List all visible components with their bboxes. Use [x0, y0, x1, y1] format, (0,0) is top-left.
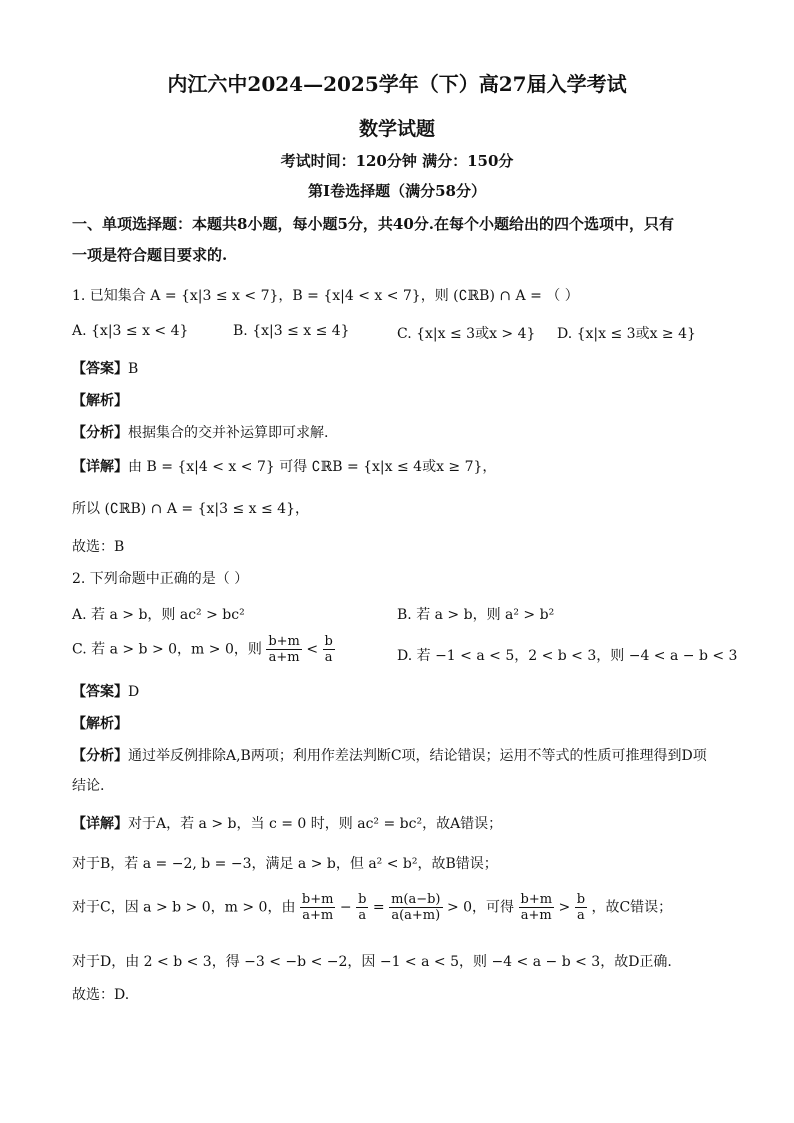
equals-sign: = — [372, 899, 385, 916]
question-1-option-d: D. {x|x ≤ 3或x ≥ 4} — [557, 326, 696, 342]
question-2-option-b: B. 若 a > b，则 a² > b² — [397, 607, 555, 623]
greater-than: > — [558, 899, 571, 916]
minus-sign: − — [339, 899, 352, 916]
option-c-prefix: C. 若 a > b > 0，m > 0，则 — [72, 641, 262, 658]
detail-tag: 【详解】 — [72, 459, 128, 475]
question-1-answer — [72, 358, 138, 378]
question-2-detail-c — [72, 892, 672, 923]
question-1-fenxi — [72, 422, 328, 442]
denominator: a(a+m) — [391, 908, 441, 923]
section-instructions-line2: 一项是符合题目要求的. — [72, 246, 228, 264]
numerator: m(a−b) — [391, 892, 441, 907]
fraction — [356, 892, 368, 923]
numerator: b+m — [301, 892, 334, 907]
detail-text: 由 B = {x|4 < x < 7} 可得 ∁ℝB = {x|x ≤ 4或x ≥ 7}， — [128, 459, 497, 475]
question-1-option-c: C. {x|x ≤ 3或x > 4} — [397, 326, 536, 342]
question-2-detail-d: 对于D，由 2 < b < 3，得 −3 < −b < −2，因 −1 < a < 5，则 −4 < a − b < 3，故D正确. — [72, 954, 672, 970]
exam-info: 考试时间：120分钟 满分：150分 — [280, 152, 514, 170]
subject-title: 数学试题 — [358, 118, 435, 140]
denominator: a+m — [302, 908, 334, 923]
fenxi-tag: 【分析】 — [72, 748, 128, 764]
question-2-detail-b: 对于B，若 a = −2, b = −3，满足 a > b，但 a² < b²，故B错误； — [72, 856, 498, 872]
question-2-option-a: A. 若 a > b，则 ac² > bc² — [72, 607, 245, 623]
question-1-detail-2: 所以 (∁ℝB) ∩ A = {x|3 ≤ x ≤ 4}， — [72, 501, 309, 517]
fraction — [575, 892, 587, 923]
numerator: b — [576, 892, 586, 907]
detail-text: 对于A，若 a > b，当 c = 0 时，则 ac² = bc²，故A错误； — [128, 816, 503, 832]
fraction — [389, 892, 442, 923]
question-2-detail-a — [72, 813, 502, 833]
question-1-option-b: B. {x|3 ≤ x ≤ 4} — [233, 323, 350, 339]
fraction — [323, 634, 335, 665]
answer-value: D — [128, 684, 140, 700]
denominator: a — [358, 908, 367, 923]
question-1-analysis-tag: 【解析】 — [72, 393, 128, 409]
detail-c-middle: > 0，可得 — [446, 899, 515, 916]
answer-tag: 【答案】 — [72, 361, 128, 377]
answer-value: B — [128, 361, 139, 377]
numerator: b — [358, 892, 367, 907]
question-2-choose: 故选：D. — [72, 987, 130, 1003]
document-title: 内江六中2024—2025学年（下）高27届入学考试 — [167, 72, 627, 96]
detail-c-prefix: 对于C，因 a > b > 0，m > 0，由 — [72, 899, 296, 916]
question-2-fenxi-2: 结论. — [72, 778, 105, 794]
question-2-stem: 2. 下列命题中正确的是（ ） — [72, 571, 249, 587]
question-2-answer — [72, 681, 139, 701]
question-2-option-c — [72, 634, 335, 665]
fenxi-text: 根据集合的交并补运算即可求解. — [128, 425, 329, 441]
detail-tag: 【详解】 — [72, 816, 128, 832]
answer-tag: 【答案】 — [72, 684, 128, 700]
denominator: a+m — [520, 908, 552, 923]
question-2-fenxi — [72, 745, 707, 765]
question-2-option-d: D. 若 −1 < a < 5，2 < b < 3，则 −4 < a − b < 3 — [397, 648, 738, 664]
fraction — [300, 892, 336, 923]
question-2-analysis-tag: 【解析】 — [72, 716, 128, 732]
fenxi-text: 通过举反例排除A,B两项；利用作差法判断C项，结论错误；运用不等式的性质可推理得到D项 — [128, 748, 707, 764]
less-than: < — [306, 641, 319, 658]
detail-c-suffix: ，故C错误； — [591, 899, 673, 916]
denominator: a — [324, 650, 333, 665]
fraction — [266, 634, 302, 665]
question-1-detail — [72, 456, 496, 476]
denominator: a+m — [268, 650, 300, 665]
fraction — [519, 892, 555, 923]
volume-heading: 第Ⅰ卷选择题（满分58分） — [308, 182, 486, 200]
question-1-stem: 1. 已知集合 A = {x|3 ≤ x < 7}，B = {x|4 < x < 7}，则 (∁ℝB) ∩ A = （ ） — [72, 288, 579, 304]
numerator: b+m — [520, 892, 553, 907]
question-1-choose: 故选：B — [72, 539, 125, 555]
numerator: b — [324, 634, 333, 649]
question-1-option-a: A. {x|3 ≤ x < 4} — [72, 323, 189, 339]
denominator: a — [576, 908, 585, 923]
numerator: b+m — [268, 634, 300, 649]
fenxi-tag: 【分析】 — [72, 425, 128, 441]
section-instructions-line1: 一、单项选择题：本题共8小题，每小题5分，共40分.在每个小题给出的四个选项中，只有 — [72, 215, 674, 233]
